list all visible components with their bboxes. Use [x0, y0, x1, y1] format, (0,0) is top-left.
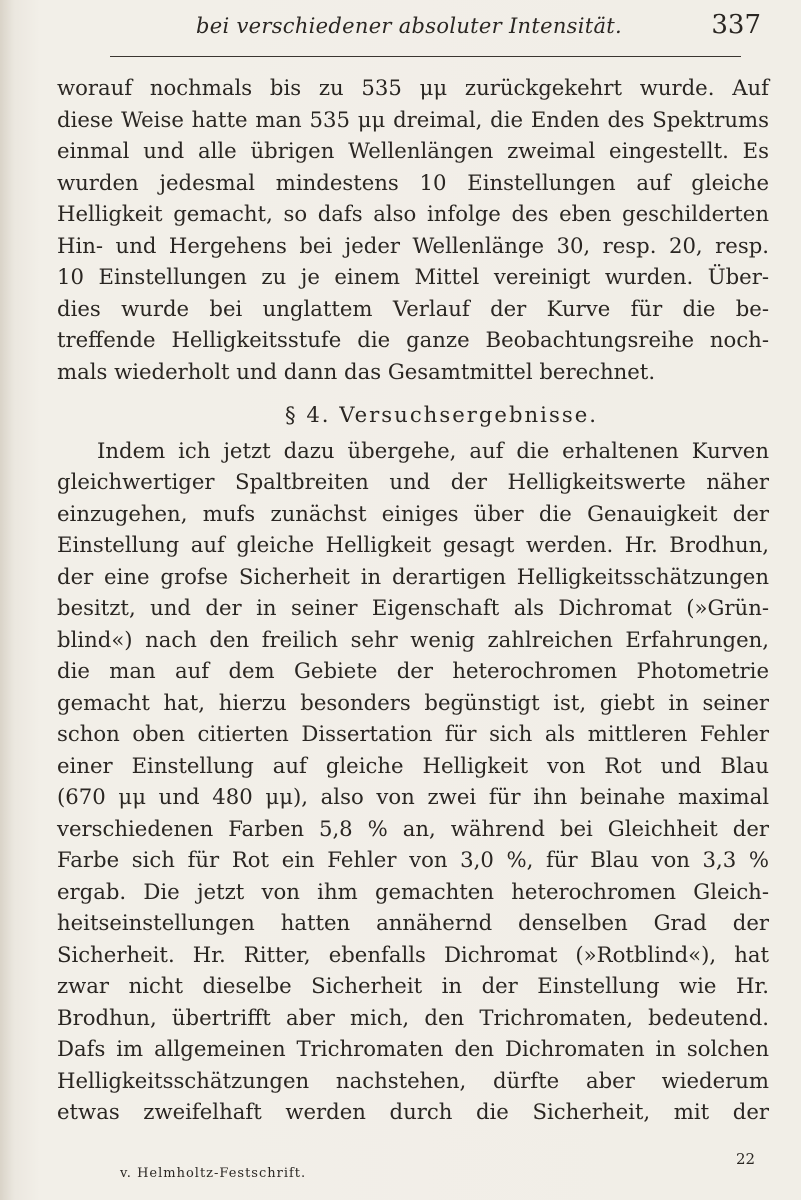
text-line: (670 μμ und 480 μμ), also von zwei für ihn beinahe maximal [57, 784, 769, 809]
page-footer [120, 1148, 761, 1188]
text-line: schon oben citierten Dissertation für sich als mittleren Fehler [57, 721, 769, 746]
page-header [56, 8, 761, 48]
text-line: dies wurde bei unglattem Verlauf der Kurve für die be- [57, 295, 769, 321]
text-line: Farbe sich für Rot ein Fehler von 3,0 %, für Blau von 3,3 % [57, 847, 769, 872]
text-line: Indem ich jetzt dazu übergehe, auf die erhaltenen Kurven [97, 437, 769, 463]
text-line: verschiedenen Farben 5,8 % an, während bei Gleichheit der [57, 815, 769, 841]
text-line: einzugehen, mufs zunächst einiges über die Genauigkeit der [57, 500, 769, 526]
text-line: treffende Helligkeitsstufe die ganze Beobachtungsreihe noch- [57, 327, 769, 352]
text-line: zwar nicht dieselbe Sicherheit in der Einstellung wie Hr. [57, 973, 769, 998]
text-line: Helligkeitsschätzungen nachstehen, dürfte aber wiederum [57, 1067, 769, 1093]
text-line: ergab. Die jetzt von ihm gemachten heterochromen Gleich- [57, 878, 769, 904]
text-line: der eine grofse Sicherheit in derartigen Helligkeitsschätzungen [57, 563, 769, 589]
running-head: bei verschiedener absoluter Intensität. [196, 14, 623, 38]
section-heading: § 4. Versuchsergebnisse. [285, 402, 598, 427]
text-line: besitzt, und der in seiner Eigenschaft als Dichromat (»Grün- [57, 595, 769, 620]
text-line: worauf nochmals bis zu 535 μμ zurückgekehrt wurde. Auf [57, 75, 769, 100]
text-line: diese Weise hatte man 535 μμ dreimal, die Enden des Spektrums [57, 106, 769, 132]
text-line: blind«) nach den freilich sehr wenig zahlreichen Erfahrungen, [57, 626, 769, 652]
text-line: etwas zweifelhaft werden durch die Sicherheit, mit der [57, 1099, 769, 1124]
header-rule [110, 56, 741, 57]
text-line: Hin- und Hergehens bei jeder Wellenlänge 30, resp. 20, resp. [57, 232, 769, 258]
paragraph-2 [57, 435, 769, 1128]
paragraph-1 [57, 72, 769, 387]
text-line: einer Einstellung auf gleiche Helligkeit von Rot und Blau [57, 752, 769, 778]
text-line: Sicherheit. Hr. Ritter, ebenfalls Dichromat (»Rotblind«), hat [57, 941, 769, 967]
text-line: wurden jedesmal mindestens 10 Einstellungen auf gleiche [57, 169, 769, 195]
text-line: 10 Einstellungen zu je einem Mittel vereinigt wurden. Über- [57, 264, 769, 289]
text-line: gleichwertiger Spaltbreiten und der Helligkeitswerte näher [57, 469, 769, 494]
body-text [57, 72, 769, 1128]
sheet-number: 22 [736, 1150, 756, 1168]
text-line: mals wiederholt und dann das Gesamtmittel berechnet. [57, 358, 656, 384]
text-line: einmal und alle übrigen Wellenlängen zweimal eingestellt. Es [57, 138, 769, 163]
page-number: 337 [711, 10, 761, 40]
text-line: Helligkeit gemacht, so dafs also infolge des eben geschilderten [57, 201, 769, 226]
signature-mark: v. Helmholtz-Festschrift. [120, 1166, 307, 1181]
text-line: heitseinstellungen hatten annähernd denselben Grad der [57, 910, 769, 935]
text-line: gemacht hat, hierzu besonders begünstigt ist, giebt in seiner [57, 689, 769, 715]
text-line: Dafs im allgemeinen Trichromaten den Dichromaten in solchen [57, 1036, 769, 1061]
text-line: Brodhun, übertrifft aber mich, den Trichromaten, bedeutend. [57, 1004, 769, 1030]
text-line: Einstellung auf gleiche Helligkeit gesagt werden. Hr. Brodhun, [57, 532, 769, 557]
text-line: die man auf dem Gebiete der heterochromen Photometrie [57, 658, 769, 683]
